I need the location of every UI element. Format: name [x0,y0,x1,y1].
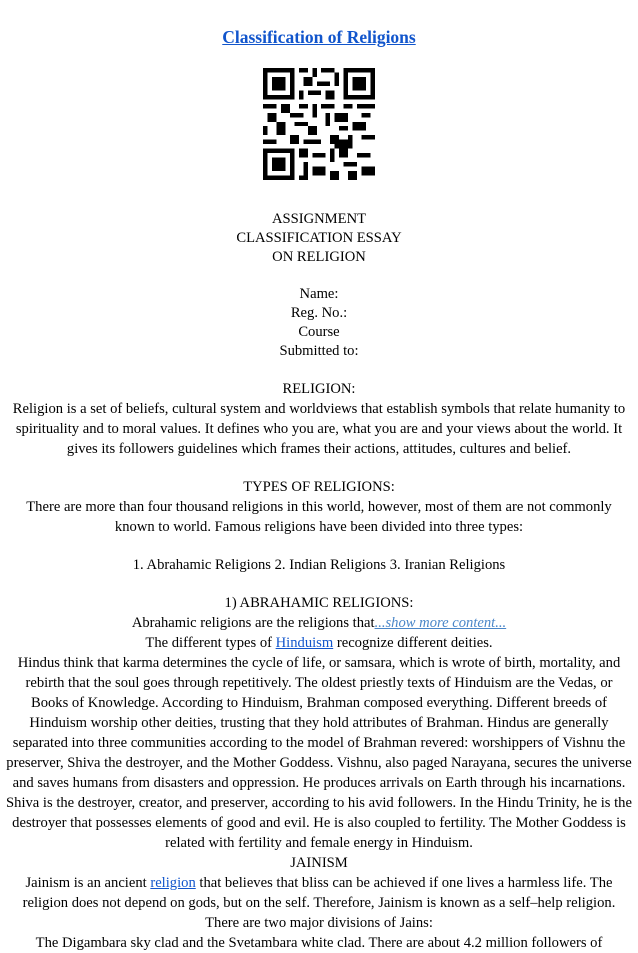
types-heading: TYPES OF RELIGIONS: [243,479,395,495]
jainism-text: that believes that bliss can be achieved if one lives a harmless life. The religion does not depend on gods, but on the self. Therefore, Jainism is known as a self–help religion. There are two major divisions of Jains: [22,875,616,931]
course-field: Course [298,324,340,340]
name-field: Name: [299,286,339,302]
religion-link[interactable]: religion [150,875,196,891]
hinduism-paragraph: Hindus think that karma determines the cycle of life, or samsara, which is wrote of birth, mortality, and rebirth that the soul goes through repetitively. The oldest priestly texts of Hinduism are the Vedas, or Books of Knowledge. According to Hinduism, Brahman composed everything. Different breeds of Hinduism worship other deities, trusting that they hold attributes of Brahman. Hindus are generally separated into three communities according to the model of Brahman revered: worshippers of Vishnu the preserver, Shiva the destroyer, and the Mother Goddess. Vishnu, also paged Narayana, secures the universe and saves humans from disasters and oppression. He produces arrivals on Earth through his incarnations. Shiva is the destroyer, creator, and preserver, according to his avid followers. In the Hindu Trinity, he is the destroyer that possesses elements of good and evil. He is also coupled to fertility. The Mother Goddess is related with fertility and female energy in Hinduism. [6,655,632,851]
submitted-to-field: Submitted to: [279,343,359,359]
hinduism-intro-end: recognize different deities. [333,635,493,651]
submission-fields [6,285,632,361]
religion-paragraph: Religion is a set of beliefs, cultural system and worldviews that establish symbols that relate humanity to spirituality and to moral values. It defines who you are, what you are and your views about the world. It gives its followers guidelines which frames their actions, attitudes, cultures and belief. [12,401,626,457]
document-title[interactable]: Classification of Religions [222,27,416,47]
document-page [0,27,638,951]
abrahamic-paragraph [6,613,632,633]
qr-code-icon [263,68,375,180]
hinduism-intro [6,633,632,653]
assignment-header [6,210,632,267]
jainism-paragraph [6,873,632,933]
abrahamic-heading: 1) ABRAHAMIC RELIGIONS: [224,595,414,611]
abrahamic-text: Abrahamic religions are the religions that [131,615,375,631]
jainism-heading: JAINISM [290,855,348,871]
header-line: ON RELIGION [272,249,366,265]
types-paragraph: There are more than four thousand religions in this world, however, most of them are not commonly known to world. Famous religions have been divided into three types: [26,499,612,535]
jainism-intro-text: Jainism is an ancient [25,875,151,891]
reg-no-field: Reg. No.: [290,305,348,321]
show-more-link[interactable]: ...show more content... [374,615,507,631]
header-line: ASSIGNMENT [271,211,367,227]
jainism-last-line: The Digambara sky clad and the Svetambara white clad. There are about 4.2 million followers of [35,935,603,951]
header-line: CLASSIFICATION ESSAY [236,230,402,246]
types-list: 1. Abrahamic Religions 2. Indian Religions 3. Iranian Religions [132,557,506,573]
hinduism-intro-text: The different types of [145,635,276,651]
religion-heading: RELIGION: [282,381,356,397]
hinduism-link[interactable]: Hinduism [275,635,334,651]
